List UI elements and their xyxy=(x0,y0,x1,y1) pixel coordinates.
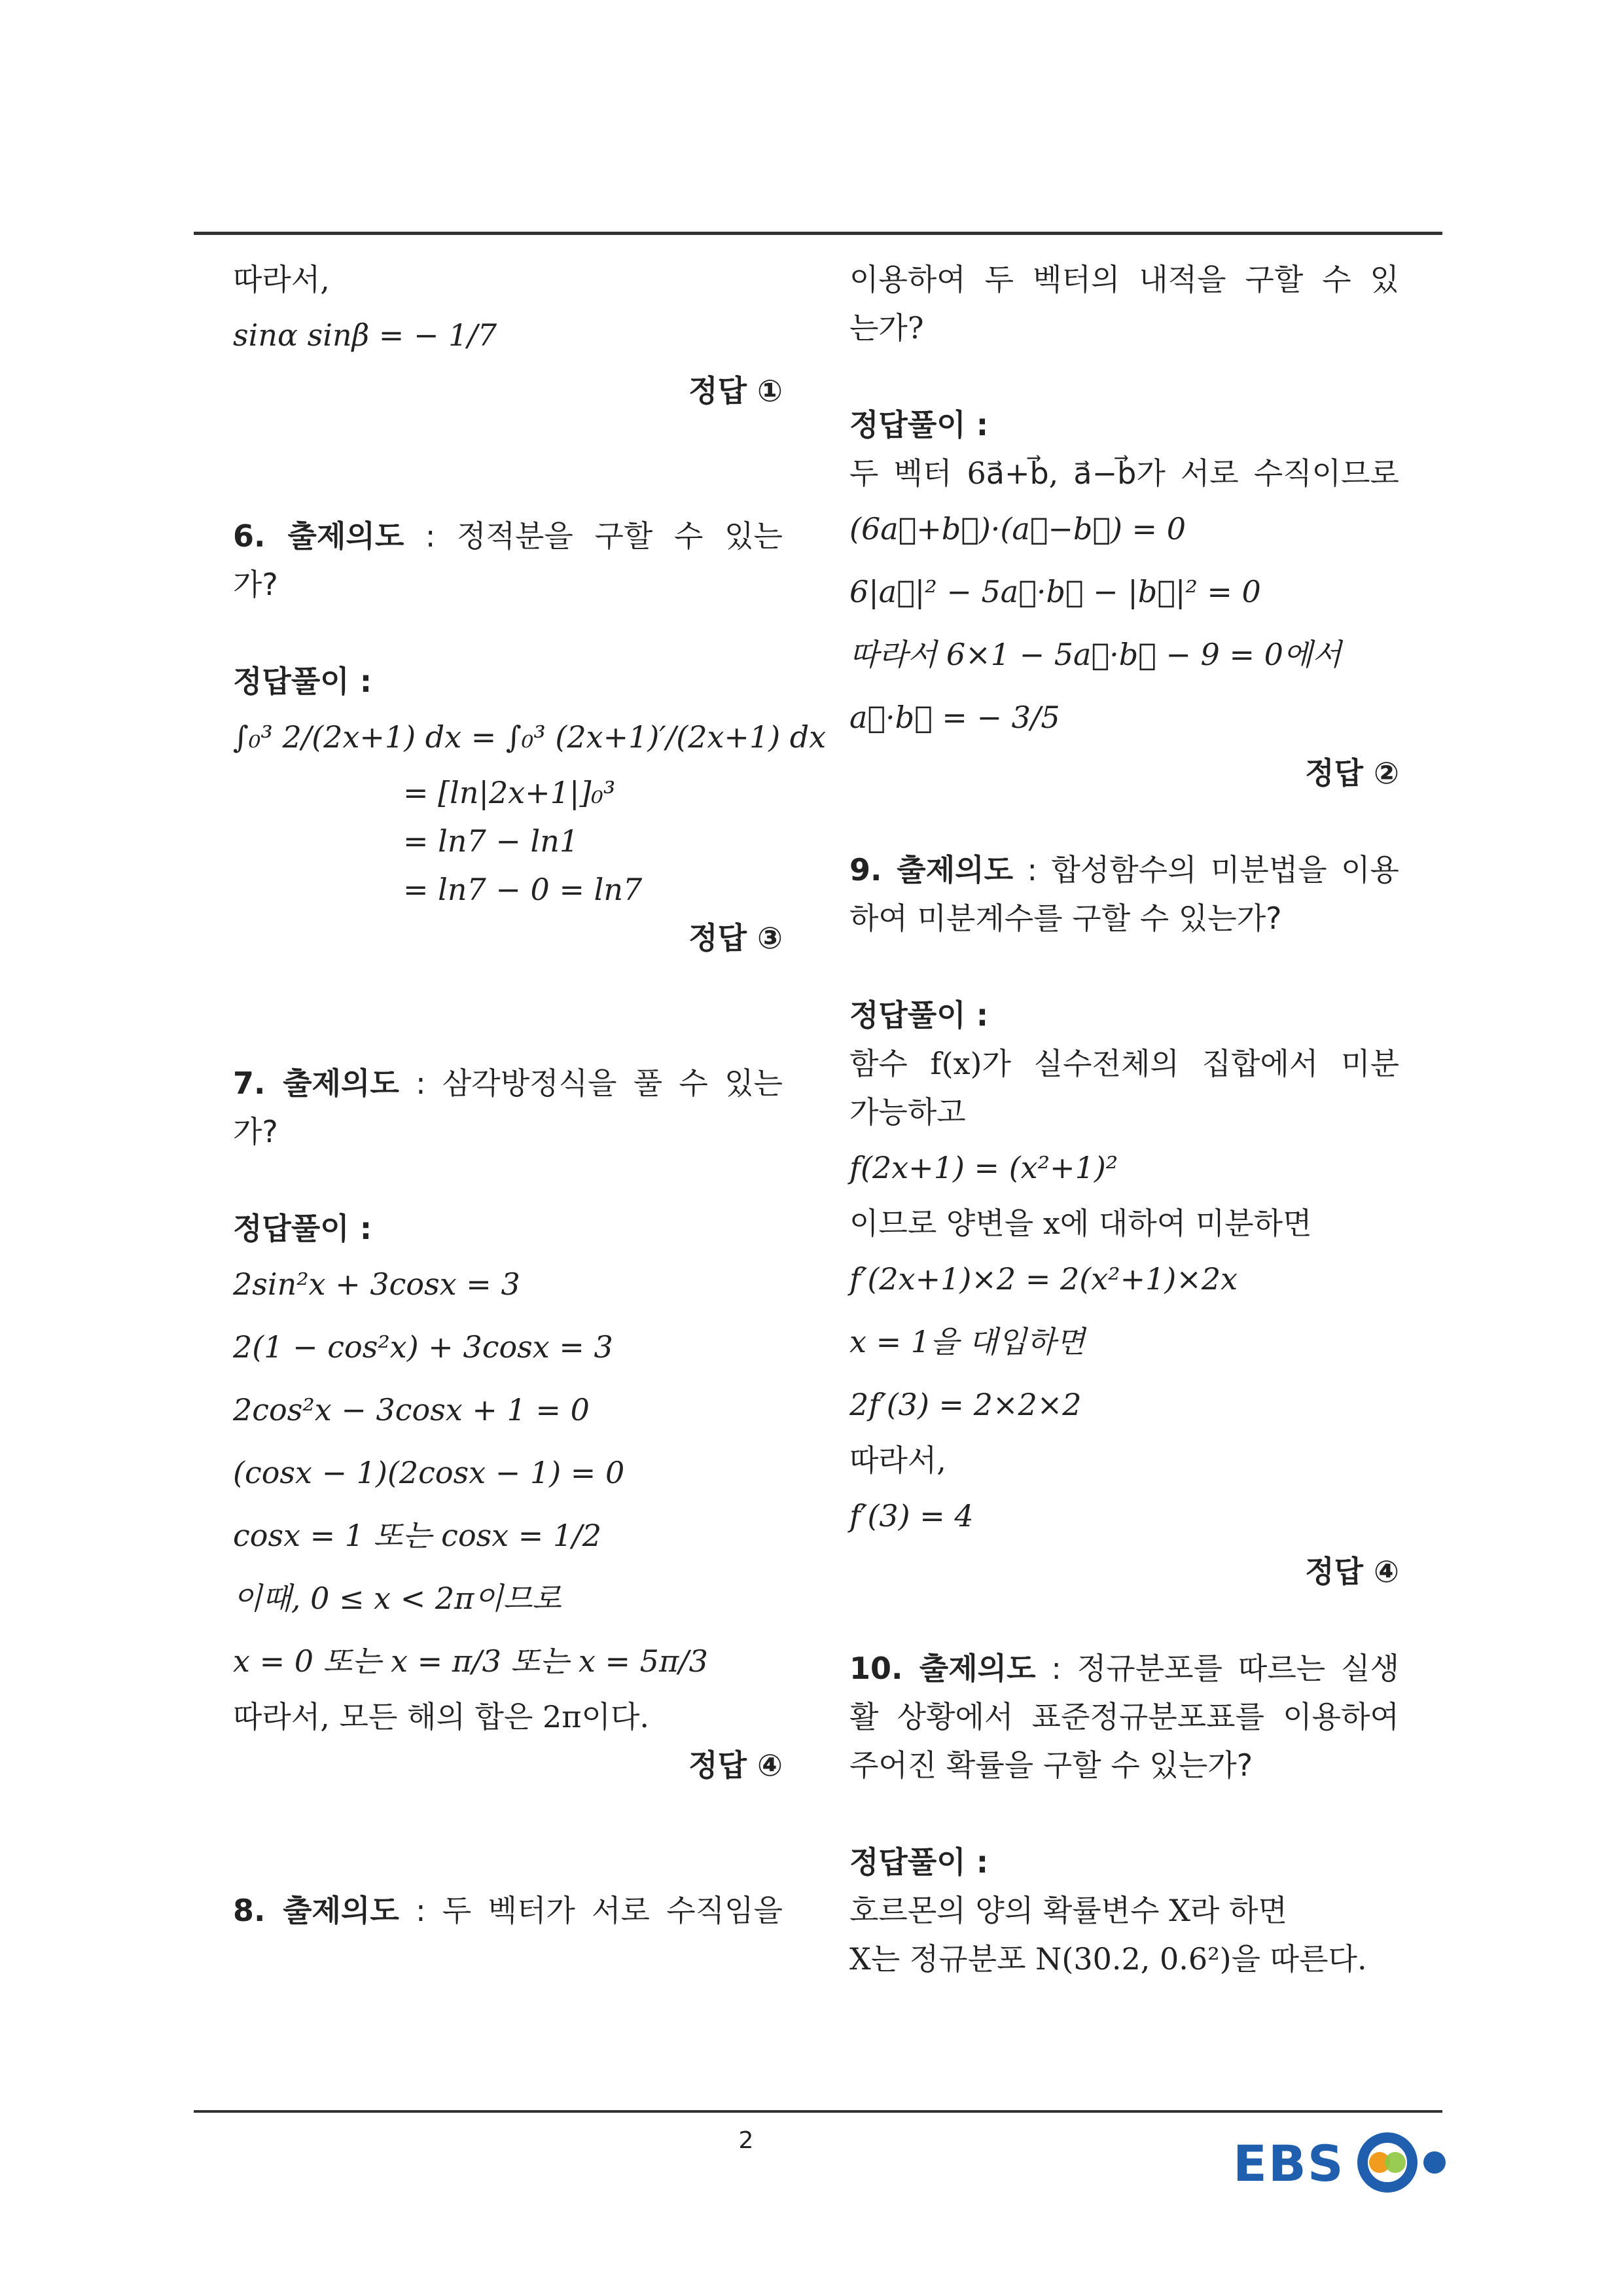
answer-label: 정답 ④ xyxy=(1305,1554,1399,1589)
math-line: 2sin²x + 3cosx = 3 xyxy=(233,1266,520,1302)
math-line: 2f′(3) = 2×2×2 xyxy=(849,1387,1082,1422)
question-intent xyxy=(849,1644,1399,1789)
question-description-line: 활 상황에서 표준정규분포표를 이용하여 xyxy=(849,1699,1399,1734)
logo-blue-dot xyxy=(1423,2151,1446,2174)
math-line: a⃗·b⃗ = − 3/5 xyxy=(849,700,1060,735)
question-intent-line xyxy=(233,512,783,560)
question-intent-line xyxy=(233,1886,783,1935)
question-description: 합성함수의 미분법을 이용 xyxy=(1051,852,1399,888)
question-number: 6. 출제의도 xyxy=(233,518,404,554)
spacer xyxy=(849,797,1399,846)
body-text: X는 정규분포 N(30.2, 0.6²)을 따른다. xyxy=(849,1941,1367,1977)
spacer xyxy=(233,962,783,1059)
math-line: (6a⃗+b⃗)·(a⃗−b⃗) = 0 xyxy=(849,511,1186,547)
math-line: 이때, 0 ≤ x < 2π이므로 xyxy=(233,1581,562,1616)
answer-label: 정답 ① xyxy=(688,373,783,408)
question-description-line: 가? xyxy=(233,1114,278,1149)
question-description-line: 가? xyxy=(233,567,278,602)
question-description: 정규분포를 따르는 실생 xyxy=(1077,1651,1400,1686)
question-description-line: 하여 미분계수를 구할 수 있는가? xyxy=(849,901,1282,936)
question-intent-line xyxy=(233,1059,783,1107)
question-intent-line xyxy=(849,1644,1399,1693)
math-line: 따라서 6×1 − 5a⃗·b⃗ − 9 = 0에서 xyxy=(849,637,1342,672)
body-text: 가능하고 xyxy=(849,1094,966,1130)
body-text: 호르몬의 양의 확률변수 X라 하면 xyxy=(849,1893,1287,1928)
logo-green-dot xyxy=(1385,2152,1406,2173)
question-description-line: 주어진 확률을 구할 수 있는가? xyxy=(849,1748,1253,1783)
spacer xyxy=(233,1156,783,1204)
question-colon: : xyxy=(399,1066,442,1101)
answer-label: 정답 ② xyxy=(1305,755,1399,791)
question-intent xyxy=(849,846,1399,942)
body-text: 이용하여 두 벡터의 내적을 구할 수 있 xyxy=(849,262,1399,297)
answer-label: 정답 ③ xyxy=(688,920,783,956)
math-line: sinα sinβ = − 1/7 xyxy=(233,317,497,353)
spacer xyxy=(233,1789,783,1886)
question-intent-line xyxy=(849,846,1399,894)
right-column xyxy=(849,255,1399,1983)
math-line: = ln7 − ln1 xyxy=(403,823,579,859)
spacer xyxy=(849,1789,1399,1838)
answer-label: 정답 ④ xyxy=(688,1748,783,1783)
bottom-rule xyxy=(194,2110,1442,2113)
question-intent xyxy=(233,1886,783,1935)
question-number: 10. 출제의도 xyxy=(849,1651,1036,1686)
solution-heading: 정답풀이 : xyxy=(233,1211,372,1246)
spacer xyxy=(849,942,1399,991)
question-description: 정적분을 구할 수 있는 xyxy=(457,518,783,554)
solution-heading: 정답풀이 : xyxy=(849,1844,989,1880)
solution-heading: 정답풀이 : xyxy=(849,997,989,1033)
left-column xyxy=(233,255,827,1935)
question-number: 9. 출제의도 xyxy=(849,852,1014,888)
math-line: 6|a⃗|² − 5a⃗·b⃗ − |b⃗|² = 0 xyxy=(849,574,1261,609)
question-colon: : xyxy=(404,518,457,554)
question-description: 두 벡터가 서로 수직임을 xyxy=(442,1893,783,1928)
question-intent xyxy=(233,512,783,609)
math-line: cosx = 1 또는 cosx = 1/2 xyxy=(233,1518,601,1553)
spacer xyxy=(233,609,783,657)
logo-text: EBS xyxy=(1233,2134,1345,2193)
body-text: 따라서, xyxy=(849,1443,946,1478)
math-line: f′(3) = 4 xyxy=(849,1498,974,1534)
math-line: f(2x+1) = (x²+1)² xyxy=(849,1150,1118,1185)
math-line: = [ln|2x+1|]₀³ xyxy=(403,775,616,810)
math-line: (cosx − 1)(2cosx − 1) = 0 xyxy=(233,1455,625,1490)
page-number: 2 xyxy=(738,2127,754,2154)
question-description: 삼각방정식을 풀 수 있는 xyxy=(442,1066,783,1101)
math-line: ∫₀³ 2/(2x+1) dx = ∫₀³ (2x+1)′/(2x+1) dx xyxy=(233,719,827,755)
question-colon: : xyxy=(1013,852,1052,888)
spacer xyxy=(849,1596,1399,1644)
math-line: f′(2x+1)×2 = 2(x²+1)×2x xyxy=(849,1261,1238,1297)
body-text: 두 벡터 6a⃗+b⃗, a⃗−b⃗가 서로 수직이므로 xyxy=(849,456,1399,491)
question-colon: : xyxy=(1035,1651,1077,1686)
solution-heading: 정답풀이 : xyxy=(849,407,989,442)
spacer xyxy=(849,352,1399,401)
body-text: 이므로 양변을 x에 대하여 미분하면 xyxy=(849,1206,1312,1241)
math-line: x = 0 또는 x = π/3 또는 x = 5π/3 xyxy=(233,1643,708,1679)
body-text: 는가? xyxy=(849,310,924,346)
question-number: 7. 출제의도 xyxy=(233,1066,399,1101)
math-line: = ln7 − 0 = ln7 xyxy=(403,872,643,907)
question-intent xyxy=(233,1059,783,1156)
solution-heading: 정답풀이 : xyxy=(233,664,372,699)
question-colon: : xyxy=(399,1893,442,1928)
spacer xyxy=(233,415,783,512)
body-text: 따라서, 모든 해의 합은 2π이다. xyxy=(233,1699,650,1734)
top-rule xyxy=(194,232,1442,235)
math-line: 2cos²x − 3cosx + 1 = 0 xyxy=(233,1392,590,1427)
body-text: 함수 f(x)가 실수전체의 집합에서 미분 xyxy=(849,1046,1399,1081)
question-number: 8. 출제의도 xyxy=(233,1893,399,1928)
ebs-logo xyxy=(1230,2126,1453,2198)
math-line: x = 1을 대입하면 xyxy=(849,1324,1085,1359)
body-text: 따라서, xyxy=(233,262,330,297)
math-line: 2(1 − cos²x) + 3cosx = 3 xyxy=(233,1329,613,1365)
